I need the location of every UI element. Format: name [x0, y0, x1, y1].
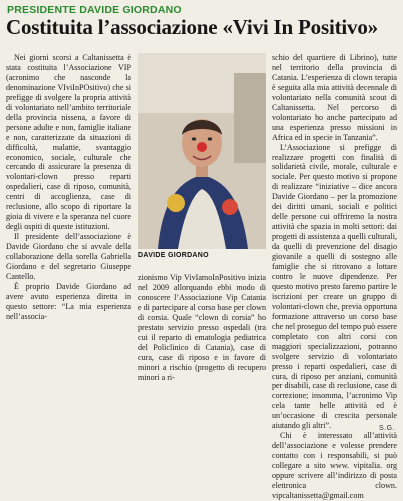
article-column-3: [272, 53, 397, 501]
article-column-2: [138, 273, 266, 382]
article-column-1: [6, 53, 131, 322]
photo-caption: DAVIDE GIORDANO: [138, 252, 209, 259]
paragraph: Il presidente dell’associazione è Davide Giordano che si avvale della collaborazione della sorella Gabriella Giordano e del segretario Giuseppe Cantello.: [6, 232, 131, 281]
paragraph: zionismo Vip VivIamoInPositivo inizia nel 2009 allorquando ebbi modo di conoscere l’Associazione Vip Catania e di partecipare al corso base per clown di corsia. Quale “clown di corsia” ho prestato servizio presso ospedali (tra cui il reparto di ematologia pediatrica del Policlinico di Catania), case di cura, case di riposo e in favore di minori a rischio (progetto di recupero minori a ri-: [138, 273, 266, 382]
paragraph: Chi è interessato all’attività dell’associazione e volesse prendere contatto con i responsabili, si può collegare a sito www. vipitalia. org oppure scrivere all’indirizzo di posta elettronica clown. vipcaltanissetta@gmail.com: [272, 431, 397, 500]
kicker: PRESIDENTE DAVIDE GIORDANO: [7, 4, 182, 16]
clown-portrait-image: [138, 53, 266, 249]
paragraph: Nei giorni scorsi a Caltanissetta è stata costituita l’Associazione VIP (acronimo che nasconde la denominazione VIviInPOsitivo) che si prefigge di svolgere la propria attività di volontariato nell’ambito territoriale della provincia nissena, a favore di persone adulte e non, famiglie italiane e non, caratterizzate da situazioni di difficoltà, malattie, svantaggio economico, sociale, culturale che cercando di assicurare la presenza di volontari-clown presso reparti ospedalieri, case di riposo, comunità, centri di accoglienza, case di reclusione, allo scopo di riportare la gioia di vivere e la speranza nel cuore degli ospiti di queste istituzioni.: [6, 53, 131, 232]
photo-block: [138, 53, 266, 269]
portrait-photo: [138, 53, 266, 249]
paragraph: L’Associazione si prefigge di realizzare progetti con finalità di solidarietà civile, morale, culturale e sociale. Per questo motivo si propone di realizzare “iniziative – dice ancora Davide Giordano – per la promozione dei diritti umani, sociali e politici delle persone cui offriremo la nostra attività che spazia in molti settori: dai progetti di assistenza a quelli culturali, da quelli di prevenzione del disagio giovanile a quelli di sostegno alle famiglie che si ritrovano a lottare contro le nuove dipendenze. Per questo motivo presto faremo partire le iscrizioni per creare un gruppo di volontari-clown che, previa opportuna formazione attraverso un corso base che nel proseguo del tempo può essere completato con altri corsi con maggiori specializzazioni, potranno svolgere servizio di volontariato presso i reparti ospedalieri, case di cura, di riposo per anziani, comunità per disabili, case di reclusione, case di correzione; insomma, l’acronimo Vip cela tante belle attività ed è un’occasione di crescita personale aiutando gli altri”.: [272, 142, 397, 431]
paragraph: schio del quartiere di Librino), tutte nel territorio della provincia di Catania. L’esperienza di clown terapia è seguita alla mia attività decennale di volontariato nella comunità scout di Caltanissetta. Nel percorso di volontariato ho anche partecipato ad una esperienza presso missioni in Africa ed in specie in Tanzania”.: [272, 53, 397, 142]
headline: Costituita l’associazione «Vivi In Positivo»: [6, 15, 378, 39]
author-initials: S.G.: [378, 425, 395, 432]
paragraph: È proprio Davide Giordano ad avere avuto esperienza diretta in questo settore: “La mia esperienza nell’associa-: [6, 281, 131, 321]
